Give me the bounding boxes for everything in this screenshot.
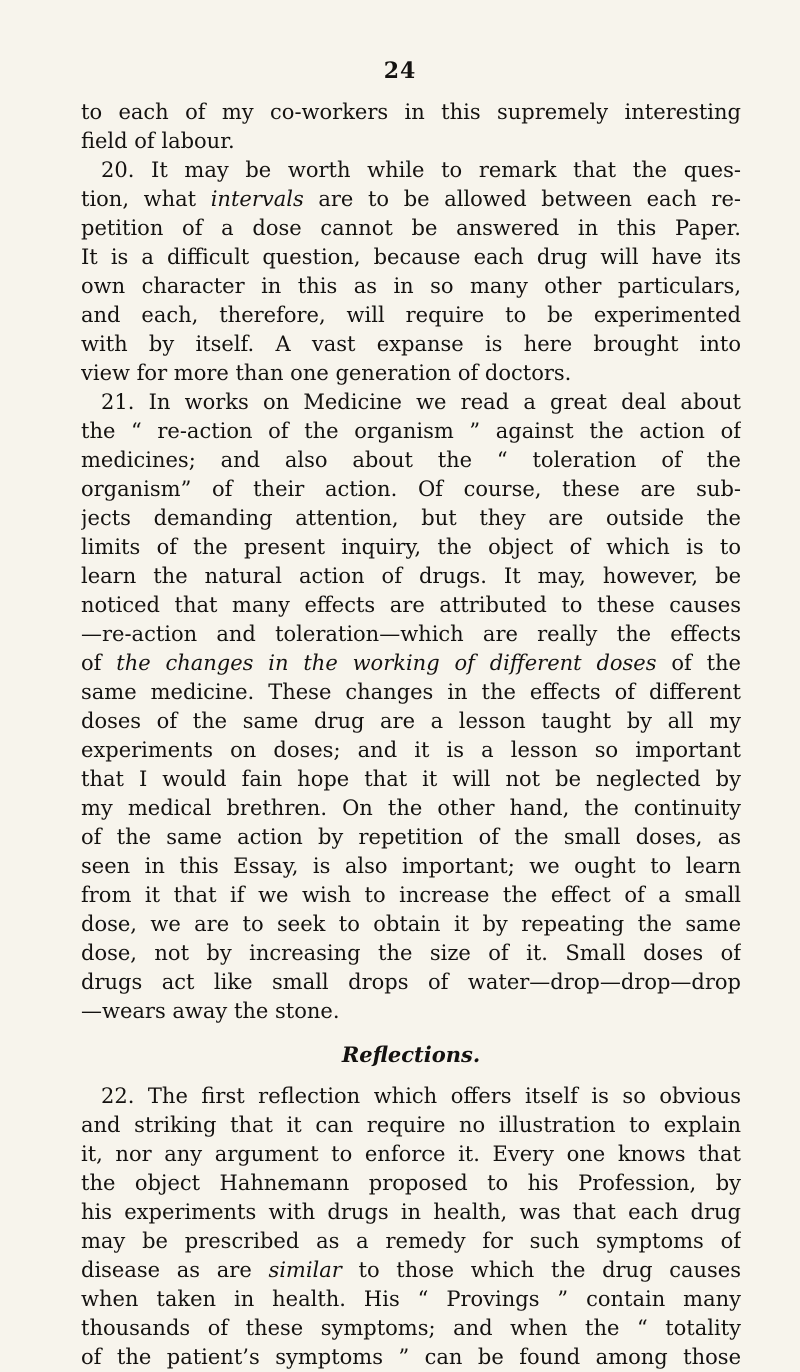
text-line: dose, we are to seek to obtain it by repeating the same <box>81 912 741 936</box>
text-line: the object Hahnemann proposed to his Profession, by <box>81 1171 741 1195</box>
text-line: limits of the present inquiry, the object of which is to <box>81 535 741 559</box>
text-line: thousands of these symptoms; and when the “ totality <box>81 1316 741 1340</box>
section-heading: Reflections. <box>341 1042 481 1067</box>
text-line: of the same action by repetition of the small doses, as <box>81 825 741 849</box>
text-line: jects demanding attention, but they are outside the <box>81 506 741 530</box>
text-line: doses of the same drug are a lesson taught by all my <box>81 709 741 733</box>
paragraph-20-start: 20. It may be worth while to remark that the ques- <box>101 158 741 182</box>
text-line: to each of my co-workers in this supremely interesting <box>81 100 741 124</box>
text-line: medicines; and also about the “ toleration of the <box>81 448 741 472</box>
text-line: the “ re-action of the organism ” against the action of <box>81 419 741 443</box>
text-line: petition of a dose cannot be answered in this Paper. <box>81 216 741 240</box>
text-line: same medicine. These changes in the effects of different <box>81 680 741 704</box>
text-line: learn the natural action of drugs. It may, however, be <box>81 564 741 588</box>
text-line: view for more than one generation of doctors. <box>81 361 572 385</box>
page-number: 24 <box>383 58 417 84</box>
text-line: from it that if we wish to increase the effect of a small <box>81 883 741 907</box>
text-line: —re-action and toleration—which are really the effects <box>81 622 741 646</box>
text-line: my medical brethren. On the other hand, the continuity <box>81 796 741 820</box>
text-line: it, nor any argument to enforce it. Every one knows that <box>81 1142 741 1166</box>
text-line: organism” of their action. Of course, these are sub- <box>81 477 741 501</box>
text-line: It is a difficult question, because each drug will have its <box>81 245 741 269</box>
paragraph-22-start: 22. The first reflection which offers itself is so obvious <box>101 1084 741 1108</box>
text-line: when taken in health. His “ Provings ” contain many <box>81 1287 741 1311</box>
text-line: of the changes in the working of different doses of the <box>81 651 741 675</box>
text-line: dose, not by increasing the size of it. Small doses of <box>81 941 741 965</box>
text-line: of the patient’s symptoms ” can be found among those <box>81 1345 741 1369</box>
text-line: may be prescribed as a remedy for such symptoms of <box>81 1229 741 1253</box>
paragraph-21-start: 21. In works on Medicine we read a great deal about <box>101 390 741 414</box>
text-line: with by itself. A vast expanse is here brought into <box>81 332 741 356</box>
text-line: drugs act like small drops of water—drop—drop—drop <box>81 970 741 994</box>
text-line: that I would fain hope that it will not be neglected by <box>81 767 741 791</box>
body-text <box>81 98 741 1372</box>
text-line: seen in this Essay, is also important; we ought to learn <box>81 854 741 878</box>
text-line: own character in this as in so many other particulars, <box>81 274 741 298</box>
text-line: his experiments with drugs in health, was that each drug <box>81 1200 741 1224</box>
text-line: noticed that many effects are attributed to these causes <box>81 593 741 617</box>
text-line: tion, what intervals are to be allowed between each re- <box>81 187 741 211</box>
text-line: experiments on doses; and it is a lesson so important <box>81 738 741 762</box>
text-line: and each, therefore, will require to be experimented <box>81 303 741 327</box>
text-line: field of labour. <box>81 129 235 153</box>
text-line: —wears away the stone. <box>81 999 340 1023</box>
text-line: disease as are similar to those which the drug causes <box>81 1258 741 1282</box>
text-line: and striking that it can require no illustration to explain <box>81 1113 741 1137</box>
